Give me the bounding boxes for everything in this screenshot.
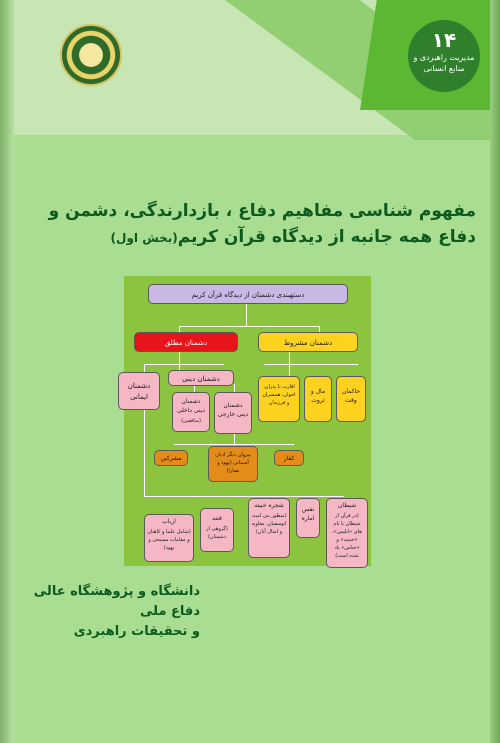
- external-religious-enemies: [214, 392, 252, 434]
- evil-tree-box: [248, 498, 290, 558]
- publisher-name: [30, 582, 200, 642]
- faith-enemies: [118, 372, 160, 410]
- sedition-note: (گروهی از دشمنان): [206, 526, 228, 540]
- series-subtitle: مدیریت راهبردی و منابع انسانی: [413, 53, 475, 73]
- relatives-label: اقارب یا پدران، اخوان، همسران و فرزندان: [262, 384, 296, 406]
- title-part: (بخش اول): [110, 231, 178, 245]
- conditional-enemies-label: دشمنان مشروط: [283, 339, 333, 347]
- sedition-box: [200, 508, 234, 552]
- publisher-line-1: دانشگاه و پژوهشگاه عالی دفاع ملی: [33, 584, 200, 619]
- wealth-label: مال و ثروت: [310, 388, 326, 404]
- book-title: [20, 198, 476, 251]
- other-religions-box: [208, 446, 258, 482]
- connector: [246, 304, 247, 326]
- internal-enemies-label: دشمنان دینی داخلی: [176, 398, 206, 414]
- external-enemies-label: دشمنان دینی خارجی: [217, 402, 249, 418]
- conditional-enemies: [258, 332, 358, 352]
- arbab-note: (شامل علما و کاهنان و مقامات مسیحی و یهود): [147, 529, 191, 551]
- satan-box: [326, 498, 368, 568]
- series-badge: [408, 20, 480, 92]
- diagram-root-label: دستهبندی دشمنان از دیدگاه قرآن کریم: [191, 291, 305, 299]
- internal-religious-enemies: [172, 392, 210, 432]
- connector: [174, 444, 294, 445]
- arbab-box: [144, 514, 194, 562]
- satan-label: شیطان: [338, 502, 356, 509]
- absolute-enemies-label: دشمنان مطلق: [164, 339, 208, 347]
- connector: [144, 402, 145, 497]
- connector: [179, 326, 319, 327]
- evil-tree-label: شجره خبیثه: [254, 502, 284, 509]
- religious-enemies-label: دشمنان دینی: [182, 375, 220, 383]
- connector: [144, 364, 224, 365]
- rulers-label: حاکمان وقت: [341, 388, 361, 404]
- connector: [144, 496, 344, 497]
- other-religions-label: پیروان دیگر ادیان آسمانی (یهود و نصارا): [215, 452, 251, 474]
- title-line-2-text: دفاع همه جانبه از دیدگاه قرآن کریم: [177, 227, 476, 247]
- title-line-2: [20, 224, 476, 251]
- spine-left: [0, 0, 14, 743]
- connector: [179, 352, 180, 372]
- polytheists-label: مشرکین: [160, 455, 182, 462]
- publisher-line-2: و تحقیقات راهبردی: [73, 624, 200, 639]
- arbab-label: ارباب: [162, 518, 176, 525]
- diagram-root: [148, 284, 348, 304]
- rulers-box: [336, 376, 366, 422]
- university-seal-logo: [60, 24, 122, 86]
- faith-enemies-label: دشمنان ایمانی: [127, 382, 151, 401]
- connector: [264, 364, 358, 365]
- sedition-label: فتنه: [212, 515, 222, 522]
- internal-enemies-note: (منافقین): [181, 418, 201, 424]
- nafs-box: [296, 498, 320, 538]
- connector: [144, 364, 145, 372]
- infidels-label: کفار: [283, 455, 295, 462]
- spine-right: [490, 0, 500, 743]
- connector: [234, 384, 235, 392]
- nafs-label: نفس اماره: [301, 506, 315, 522]
- satan-note: (در قرآن از شیطان با نام های «ابلیس»، «خبیث» و «خناس» یاد شده است): [332, 513, 362, 559]
- infidels-box: [274, 450, 304, 466]
- evil-tree-note: (منظور بنی امیه، ابوسفیان، معاویه و امثال آنان): [251, 513, 287, 535]
- polytheists-box: [154, 450, 188, 466]
- relatives-box: [258, 376, 300, 422]
- wealth-box: [304, 376, 332, 422]
- diagram-panel: [124, 276, 371, 566]
- religious-enemies: [168, 370, 234, 386]
- series-number: ۱۴: [431, 28, 457, 52]
- absolute-enemies: [134, 332, 238, 352]
- title-line-1: مفهوم شناسی مفاهیم دفاع ، بازدارندگی، دشمن و: [48, 201, 476, 221]
